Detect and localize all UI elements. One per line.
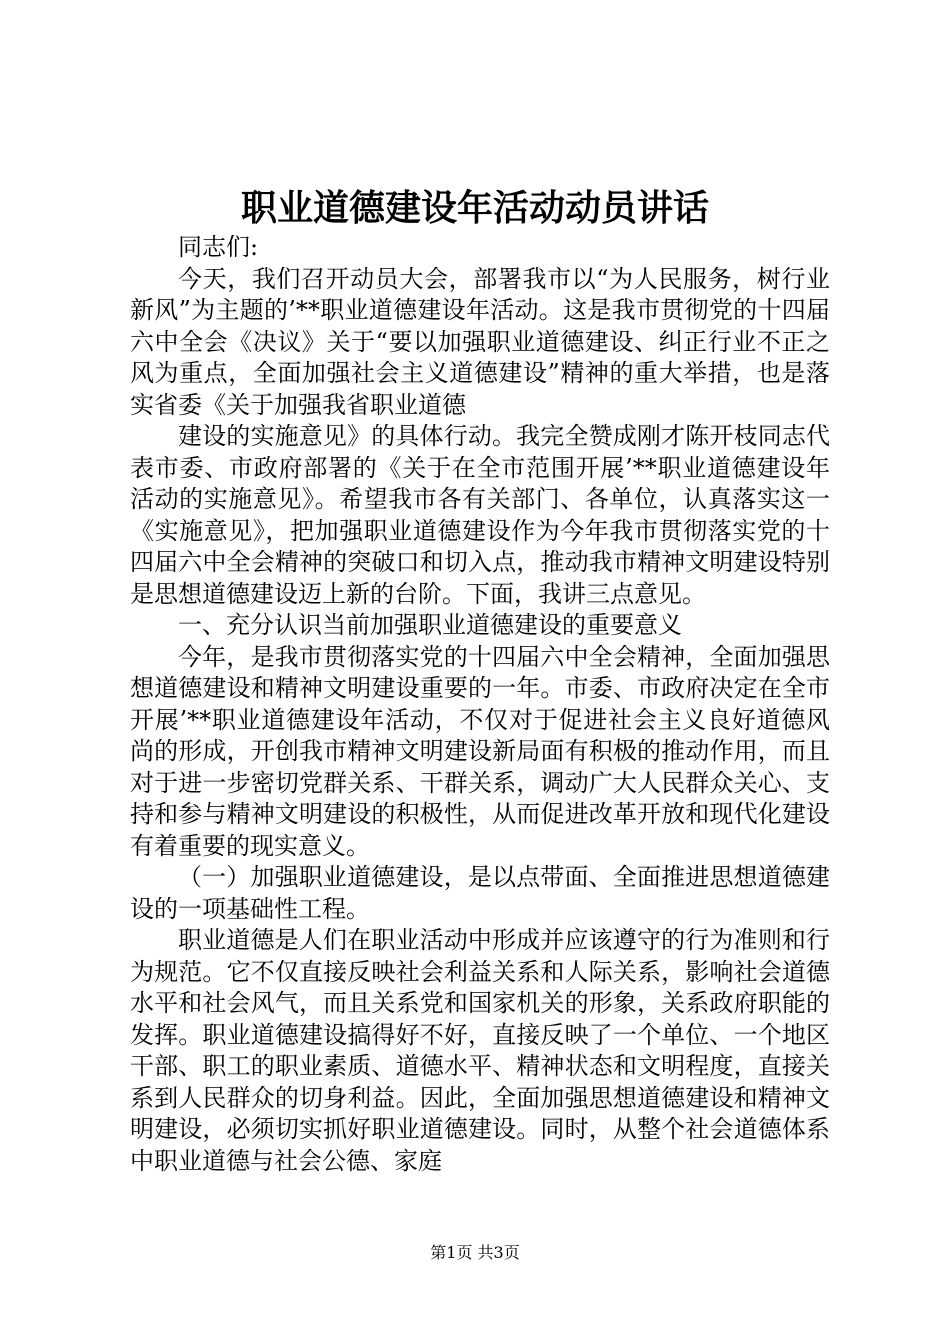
- body-paragraph: 职业道德是人们在职业活动中形成并应该遵守的行为准则和行为规范。它不仅直接反映社会利益关系和人际关系，影响社会道德水平和社会风气，而且关系党和国家机关的形象，关系政府职能的发挥。职业道德建设搞得好不好，直接反映了一个单位、一个地区干部、职工的职业素质、道德水平、精神状态和文明程度，直接关系到人民群众的切身利益。因此，全面加强思想道德建设和精神文明建设，必须切实抓好职业道德建设。同时，从整个社会道德体系中职业道德与社会公德、家庭: [130, 926, 830, 1175]
- document-body: [130, 232, 830, 1177]
- page-number-footer: 第1页 共3页: [430, 1243, 520, 1262]
- salutation: 同志们:: [178, 233, 259, 261]
- section-heading: 一、充分认识当前加强职业道德建设的重要意义: [178, 611, 682, 639]
- document-title: 职业道德建设年活动动员讲话: [240, 187, 709, 229]
- body-paragraph: 建设的实施意见》的具体行动。我完全赞成刚才陈开枝同志代表市委、市政府部署的《关于在全市范围开展’**职业道德建设年活动的实施意见》。希望我市各有关部门、各单位，认真落实这一《实施意见》，把加强职业道德建设作为今年我市贯彻落实党的十四届六中全会精神的突破口和切入点，推动我市精神文明建设特别是思想道德建设迈上新的台阶。下面，我讲三点意见。: [130, 422, 830, 608]
- subsection-heading: （一）加强职业道德建设，是以点带面、全面推进思想道德建设的一项基础性工程。: [130, 863, 830, 923]
- body-paragraph: 今天，我们召开动员大会，部署我市以“为人民服务，树行业新风”为主题的’**职业道德建设年活动。这是我市贯彻党的十四届六中全会《决议》关于“要以加强职业道德建设、纠正行业不正之风为重点，全面加强社会主义道德建设”精神的重大举措，也是落实省委《关于加强我省职业道德: [130, 264, 830, 419]
- body-paragraph: 今年，是我市贯彻落实党的十四届六中全会精神，全面加强思想道德建设和精神文明建设重要的一年。市委、市政府决定在全市开展’**职业道德建设年活动，不仅对于促进社会主义良好道德风尚的形成，开创我市精神文明建设新局面有积极的推动作用，而且对于进一步密切党群关系、干群关系，调动广大人民群众关心、支持和参与精神文明建设的积极性，从而促进改革开放和现代化建设有着重要的现实意义。: [130, 642, 830, 860]
